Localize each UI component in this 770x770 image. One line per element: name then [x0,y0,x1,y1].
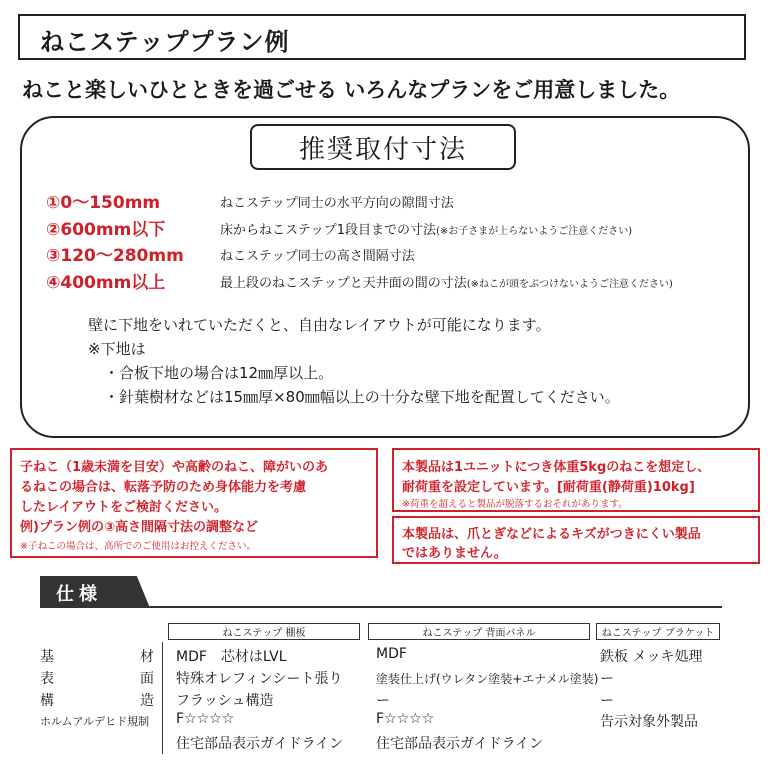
kitten-warning-line-3: したレイアウトをご検討ください。 [20,500,227,515]
spec-cell-panel-base: MDF [376,646,407,662]
kitten-warning-line-2: るねこの場合は、転落予防のため身体能力を考慮 [20,480,307,495]
spec-cell-panel-surface: 塗装仕上げ(ウレタン塗装+エナメル塗装) [376,672,599,686]
spec-row-label-formaldehyde: ホルムアルデヒド規制 [40,715,150,728]
kitten-warning-box [10,448,378,558]
scratch-warning-box [392,516,760,564]
dimension-desc-1: ねこステップ同士の水平方向の隙間寸法 [220,196,454,211]
recommended-dimensions-title: 推奨取付寸法 [250,124,516,170]
spec-cell-panel-formaldehyde: F☆☆☆☆ [376,711,435,727]
spec-cell-bracket-formaldehyde: 告示対象外製品 [600,714,698,730]
scratch-warning-line-1: 本製品は、爪とぎなどによるキズがつきにくい製品 [402,527,701,542]
spec-cell-panel-structure: ー [376,693,390,709]
spec-section-title: 仕様 [56,584,102,605]
spec-section-header [40,576,160,608]
spec-cell-shelf-guideline: 住宅部品表示ガイドライン [176,736,344,752]
spec-cell-bracket-surface: ー [600,671,614,687]
load-warning-box [392,448,760,512]
page-title-box [18,14,746,60]
dimension-label-4: ④400mm以上 [46,273,166,293]
spec-cell-shelf-base: MDF 芯材はLVL [176,649,287,665]
dimension-desc-4: 最上段のねこステップと天井面の間の寸法(※ねこが頭をぶつけないようご注意ください) [220,276,673,291]
dimension-label-3: ③120～280mm [46,246,184,266]
load-warning-small: ※荷重を超えると製品が脱落するおそれがあります。 [402,499,628,510]
spec-cell-panel-guideline: 住宅部品表示ガイドライン [376,736,544,752]
wall-base-heading: ※下地は [88,340,146,358]
spec-col-back-panel: ねこステップ 背面パネル [368,623,590,640]
scratch-warning-line-2: ではありません。 [402,546,507,561]
dimension-desc-3: ねこステップ同士の高さ間隔寸法 [220,249,415,264]
spec-cell-bracket-base: 鉄板 メッキ処理 [600,649,703,665]
load-warning-line-2: 耐荷重を設定しています。[耐荷重(静荷重)10kg] [402,480,695,495]
spec-cell-shelf-structure: フラッシュ構造 [176,693,274,709]
page-title: ねこステッププラン例 [40,28,290,56]
kitten-warning-line-4: 例)プラン例の③高さ間隔寸法の調整など [20,520,258,535]
spec-cell-bracket-structure: ー [600,693,614,709]
kitten-warning-small: ※子ねこの場合は、高所でのご使用はお控えください。 [20,541,256,552]
wall-base-note: 壁に下地をいれていただくと、自由なレイアウトが可能になります。 [88,316,551,334]
spec-label-divider [162,642,163,754]
kitten-warning-line-1: 子ねこ（1歳未満を目安）や高齢のねこ、障がいのあ [20,460,329,475]
dimension-label-1: ①0～150mm [46,193,161,213]
load-warning-line-1: 本製品は1ユニットにつき体重5kgのねこを想定し、 [402,460,711,475]
spec-cell-shelf-formaldehyde: F☆☆☆☆ [176,711,235,727]
spec-divider [40,606,722,608]
wall-base-plywood: ・合板下地の場合は12㎜厚以上。 [104,364,334,382]
wall-base-softwood: ・針葉樹材などは15㎜厚×80㎜幅以上の十分な壁下地を配置してください。 [104,388,620,406]
spec-col-shelf: ねこステップ 棚板 [168,623,360,640]
spec-cell-shelf-surface: 特殊オレフィンシート張り [176,671,343,687]
spec-col-bracket: ねこステップ ブラケット [596,623,720,640]
tagline: ねこと楽しいひとときを過ごせる いろんなプランをご用意しました。 [22,78,681,102]
dimension-label-2: ②600mm以下 [46,220,166,240]
dimension-desc-2: 床からねこステップ1段目までの寸法(※お子さまが上らないようご注意ください) [220,223,633,238]
